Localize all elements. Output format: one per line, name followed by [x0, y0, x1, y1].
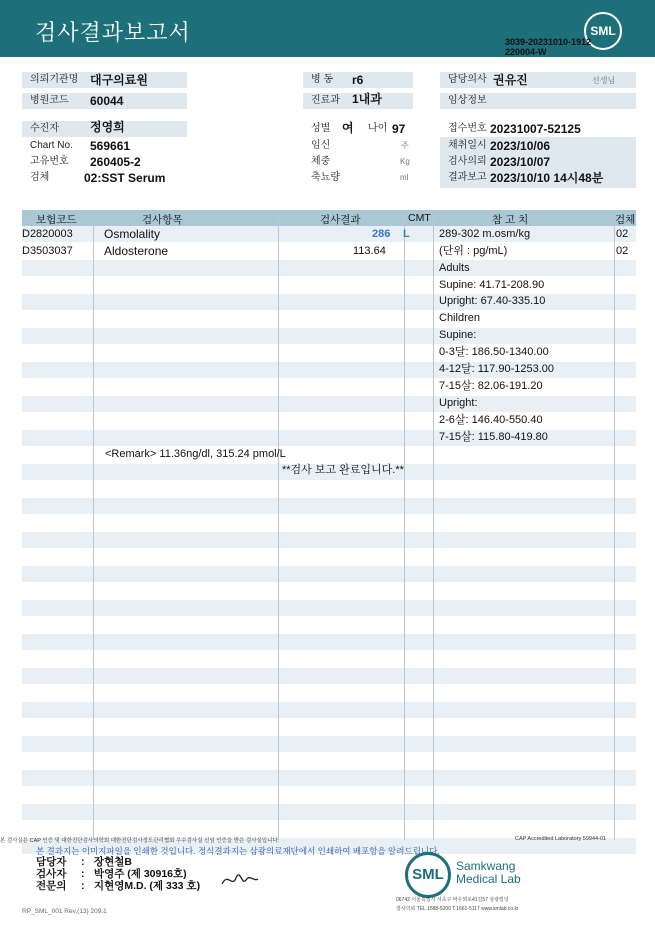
ward-value: r6 [352, 73, 364, 87]
company-name-line2: Medical Lab [456, 872, 521, 886]
staff-name: 장현철B [93, 856, 132, 868]
id-no-value: 260405-2 [90, 155, 141, 169]
table-row-band [22, 770, 636, 786]
pregnancy-label: 임신 [311, 140, 331, 151]
reference-line: 4-12달: 117.90-1253.00 [439, 363, 555, 375]
header-specimen: 검체 [615, 214, 636, 226]
reference-line: Adults [439, 262, 470, 274]
company-contact: 검사의뢰 TEL 1588-5200 T.1661-5117 www.smlab.co.kr [396, 906, 519, 912]
age-value: 97 [392, 122, 406, 136]
company-address: 06742 서울특별시 서초구 바우뫼로41길57 삼광빌딩 [396, 897, 509, 903]
column-divider [278, 210, 279, 840]
staff-role: 담당자 [36, 856, 67, 868]
row1-reference: 289-302 m.osm/kg [439, 228, 531, 240]
reference-line: Supine: 41.71-208.90 [439, 279, 545, 291]
hospital-code-value: 60044 [90, 94, 124, 108]
row1-code: D2820003 [22, 228, 73, 240]
sml-logo-icon: SML [584, 12, 622, 50]
company-logo-icon: SML [405, 852, 451, 898]
column-divider [433, 210, 434, 840]
reference-line: Supine: [439, 329, 477, 341]
table-row-band [22, 600, 636, 616]
hospital-code-label: 병원코드 [22, 93, 187, 109]
ward-label: 병 동 [303, 72, 413, 88]
table-row-band [22, 702, 636, 718]
report-date-label: 결과보고 [448, 172, 487, 183]
doctor-suffix: 선생님 [592, 76, 616, 85]
weight-unit: Kg [400, 157, 410, 166]
table-row-band [22, 498, 636, 514]
receipt-no-label: 접수번호 [448, 123, 487, 134]
reference-line: 7-15살: 115.80-419.80 [439, 431, 548, 443]
row1-specimen: 02 [616, 228, 629, 240]
department-value: 1내과 [352, 92, 382, 106]
department-label: 진료과 [303, 93, 413, 109]
weight-label: 체중 [311, 156, 331, 167]
table-row-band [22, 396, 636, 412]
header-result: 검사결과 [320, 214, 361, 226]
table-row-band [22, 668, 636, 684]
report-date-value: 2023/10/10 14시48분 [490, 171, 604, 185]
form-number: RP_SML_001 Rev.(13) 209.1 [22, 908, 107, 915]
age-label: 나이 [368, 123, 388, 134]
column-divider [614, 210, 615, 840]
table-row-band [22, 634, 636, 650]
patient-value: 정영희 [90, 120, 125, 134]
sex-label: 성별 [311, 123, 331, 134]
chart-no-label: Chart No. [30, 140, 73, 151]
table-row-band [22, 260, 636, 276]
urine-label: 축뇨량 [311, 172, 340, 183]
signature-icon [220, 870, 260, 890]
column-divider [93, 210, 94, 840]
header-code: 보험코드 [36, 214, 77, 226]
print-notice: 본 결과지는 이미지파일을 인쇄한 것입니다. 정식결과지는 삼광의료재단에서 인쇄하여 배포함을 알려드립니다. [36, 846, 440, 856]
report-code-line2: 220004-W [505, 47, 547, 57]
header-item: 검사항목 [142, 214, 183, 226]
reference-line: 2-6살: 146.40-550.40 [439, 414, 543, 426]
staff-name: 박영주 (제 30916호) [93, 868, 187, 880]
table-row-band [22, 532, 636, 548]
request-date-label: 검사의뢰 [448, 156, 487, 167]
doctor-label: 담당의사 [440, 72, 636, 88]
institution-value: 대구의료원 [90, 73, 148, 87]
reference-line: Upright: 67.40-335.10 [439, 295, 546, 307]
specimen-label: 검체 [30, 172, 50, 183]
report-code [505, 37, 591, 57]
table-row-band [22, 328, 636, 344]
table-row-band [22, 736, 636, 752]
company-name-line1: Samkwang [456, 859, 516, 873]
staff-name: 지현영M.D. (제 333 호) [93, 880, 201, 892]
pregnancy-unit: 주 [401, 141, 409, 150]
row2-item: Aldosterone [104, 244, 169, 258]
reference-line: Upright: [439, 397, 478, 409]
certification-note: 본 검사실은 CAP 인증 및 대한진단검사의학회 대한진단검사정도관리협회 우수검사실 신임 인증을 받은 검사실입니다. [0, 838, 280, 844]
chart-no-value: 569661 [90, 139, 131, 153]
report-title: 검사결과보고서 [35, 20, 191, 45]
clinical-info-label: 임상정보 [440, 93, 636, 109]
staff-role: 전문의 [36, 880, 67, 892]
reference-line: 0-3달: 186.50-1340.00 [439, 346, 549, 358]
row1-low-flag: L [403, 228, 410, 240]
table-row-band [22, 804, 636, 820]
staff-row: 담당자 : 장현철B [36, 856, 132, 868]
row1-result: 286 [372, 228, 391, 240]
specimen-value: 02:SST Serum [84, 171, 166, 185]
row2-reference: (단위 : pg/mL) [439, 245, 508, 257]
doctor-value: 권유진 [493, 73, 528, 87]
sex-value: 여 [342, 121, 354, 135]
institution-label: 의뢰기관명 [22, 72, 187, 88]
receipt-no-value: 20231007-52125 [490, 122, 581, 136]
header-reference: 참 고 치 [492, 214, 529, 226]
column-divider [404, 210, 405, 840]
collection-date-label: 채취일시 [448, 140, 487, 151]
reference-line: Children [439, 312, 480, 324]
remark: <Remark> 11.36ng/dl, 315.24 pmol/L [105, 448, 286, 460]
table-row-band [22, 566, 636, 582]
table-header [22, 210, 636, 226]
company-name [456, 860, 521, 886]
staff-row: 전문의 : 지현영M.D. (제 333 호) [36, 880, 201, 892]
cap-number: CAP Accredited Laboratory 59944-01 [515, 836, 607, 842]
row2-result: 113.64 [353, 245, 386, 257]
staff-row: 검사자 : 박영주 (제 30916호) [36, 868, 187, 880]
row2-specimen: 02 [616, 245, 629, 257]
header-cmt: CMT [408, 212, 431, 224]
completion-note: **검사 보고 완료입니다.** [282, 464, 404, 476]
row2-code: D3503037 [22, 245, 73, 257]
urine-unit: ml [400, 173, 409, 182]
report-code-line1: 3039-20231010-1912 [505, 37, 592, 47]
staff-role: 검사자 [36, 868, 67, 880]
id-no-label: 고유번호 [30, 156, 69, 167]
row1-item: Osmolality [104, 227, 161, 241]
request-date-value: 2023/10/07 [490, 155, 551, 169]
collection-date-value: 2023/10/06 [490, 139, 551, 153]
reference-line: 7-15살: 82.06-191.20 [439, 380, 543, 392]
patient-label: 수진자 [22, 121, 187, 137]
